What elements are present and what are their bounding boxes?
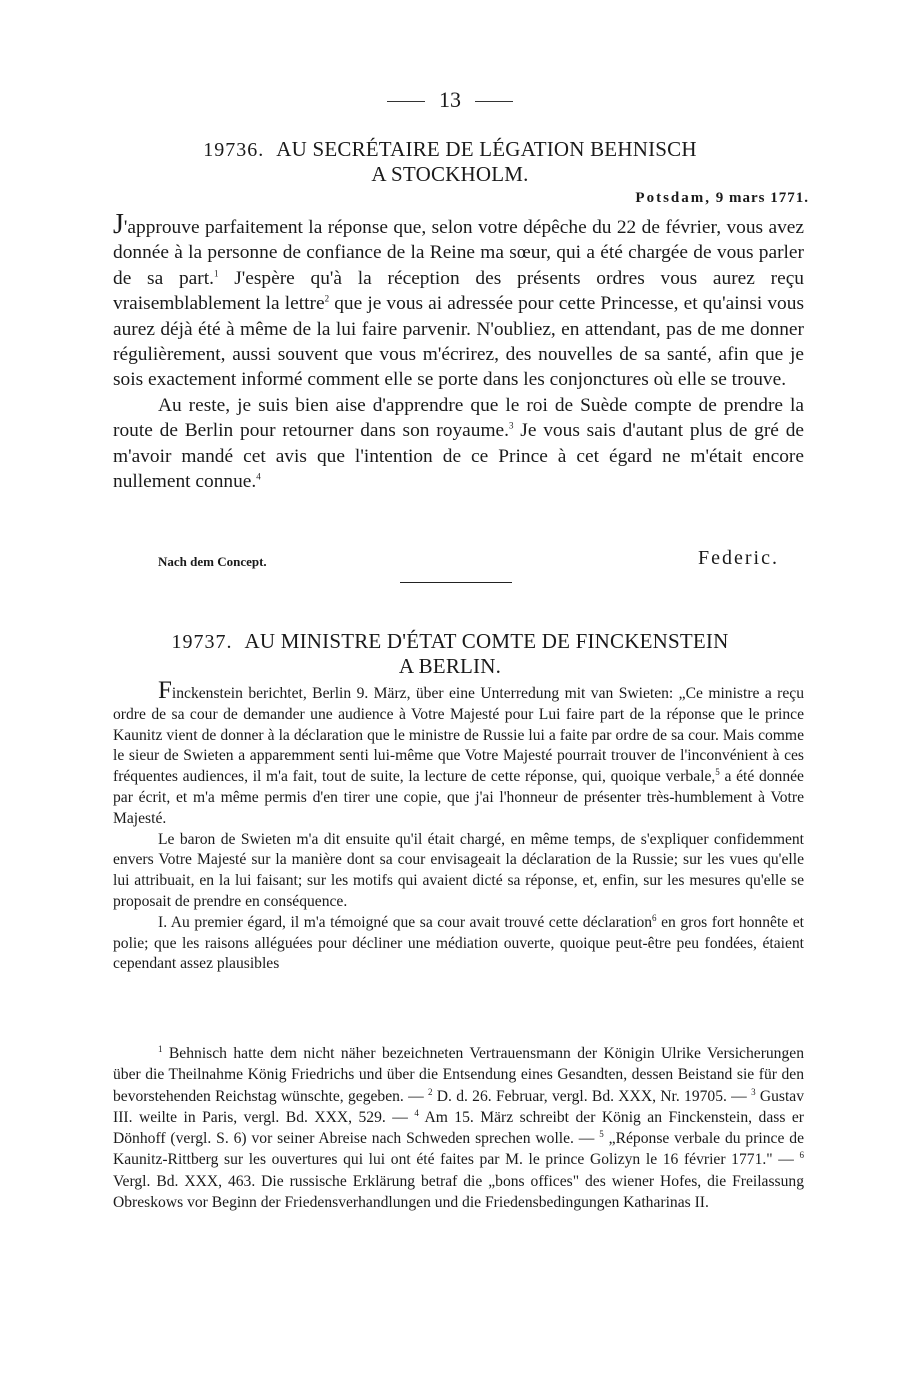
letter1-date: 9 mars 1771. xyxy=(715,190,809,206)
page-number xyxy=(0,86,900,114)
letter2-p1-text-b: a été donnée par écrit, et m'a même permis d'en tirer une copie, que j'ai l'honneur de présenter très-humblement à Votre Majesté. xyxy=(113,768,804,827)
footnote-ref-4: 4 xyxy=(256,471,261,482)
footnote-5-mark: 5 xyxy=(599,1129,604,1139)
letter1-p2-text-a: Au reste, je suis bien aise d'apprendre que le roi de Suède compte de prendre la route de Berlin pour retourner dans son royaume. xyxy=(113,394,804,442)
letter2-heading-line2: A BERLIN. xyxy=(398,654,502,678)
letter1-heading-line1 xyxy=(0,137,900,162)
letter1-heading-line2: A STOCKHOLM. xyxy=(371,162,529,186)
letter2-paragraph-3 xyxy=(113,913,804,975)
footnote-6-text: Vergl. Bd. XXX, 463. Die russische Erklärung betraf die „bons offices" des wiener Hofes, die Freilassung Obreskows vor Beginn der Friedensverhandlungen und die Friedensbedingungen Katharinas II. xyxy=(113,1172,804,1212)
letter2-p3-text-a: I. Au premier égard, il m'a témoigné que sa cour avait trouvé cette déclaration xyxy=(158,913,653,931)
page-number-dash-left xyxy=(387,101,425,102)
letter2-heading-line1 xyxy=(0,629,900,654)
letter1-heading-text1: AU SECRÉTAIRE DE LÉGATION BEHNISCH xyxy=(276,137,697,161)
letter1-paragraph-2 xyxy=(113,393,804,495)
footnote-ref-1: 1 xyxy=(213,268,219,279)
footnote-ref-3: 3 xyxy=(508,420,514,431)
letter2-heading xyxy=(0,629,900,678)
letter1-p1-text-c: que je vous ai adressée pour cette Princesse, et qu'ainsi vous aurez déjà été à même de la lui faire parvenir. N'oubliez, en attendant, pas de me donner régulièrement, aussi souvent que vous m'écrirez, des nouvelles de sa santé, afin que je sois exactement informé comment elle se porte dans les conjonctures où elle se trouve. xyxy=(113,293,804,391)
section-divider xyxy=(400,582,512,583)
letter1-p1-text-b: J'espère qu'à la réception des présents ordres vous aurez reçu vraisemblablement la lettre xyxy=(113,267,804,315)
letter2-body xyxy=(113,677,804,975)
footnote-4-text: Am 15. März schreibt der König an Finckenstein, dass er Dönhoff (vergl. S. 6) vor seiner Abreise nach Schweden sprechen wolle. — xyxy=(113,1108,804,1148)
footnote-5-text: „Réponse verbale du prince de Kaunitz-Rittberg sur les ouvertures qui lui ont été faites par M. le prince Golizyn le 16 février 1771." — xyxy=(113,1130,804,1169)
letter2-p3-text-b: en gros fort honnête et polie; que les raisons alléguées pour décliner une médiation ouverte, quoique peut-être peu fondées, étaient cependant assez plausibles xyxy=(113,913,804,973)
letter1-number: 19736. xyxy=(203,139,265,161)
footnote-2-mark: 2 xyxy=(427,1086,433,1097)
footnotes xyxy=(113,1043,804,1213)
letter2-paragraph-1 xyxy=(113,677,804,830)
letter1-paragraph-1 xyxy=(113,209,804,393)
footnote-4-mark: 4 xyxy=(414,1107,419,1118)
letter1-heading xyxy=(0,137,900,186)
footnote-3-mark: 3 xyxy=(751,1086,756,1097)
footnote-ref-6: 6 xyxy=(652,912,657,923)
footnote-ref-2: 2 xyxy=(324,293,330,304)
footnote-6-mark: 6 xyxy=(799,1150,804,1161)
letter1-p2-text-b: Je vous sais d'autant plus de gré de m'avoir mandé cet avis que l'intention de ce Prince à cet égard ne m'était encore nullement connue. xyxy=(113,420,805,493)
footnote-3-text: Gustav III. weilte in Paris, vergl. Bd. XXX, 529. — xyxy=(113,1087,805,1126)
letter1-place: Potsdam, xyxy=(635,190,711,206)
letter1-p1-text-a: 'approuve parfaitement la réponse que, selon votre dépêche du 22 de février, vous avez donnée à la personne de confiance de la Reine ma sœur, qui a été chargée de vous parler de sa part. xyxy=(113,217,804,289)
footnote-1-mark: 1 xyxy=(158,1043,163,1054)
footnote-2-text: D. d. 26. Februar, vergl. Bd. XXX, Nr. 19705. — xyxy=(432,1087,752,1105)
letter2-paragraph-2: Le baron de Swieten m'a dit ensuite qu'il était chargé, en même temps, de s'expliquer confidemment envers Votre Majesté sur la manière dont sa cour envisageait la déclaration de la Russie; sur les vues qu'elle lui attribuait, en la lui faisant; sur les motifs qui avaient dicté sa réponse, et, enfin, sur les mesures qu'elle se proposait de prendre en conséquence. xyxy=(113,830,804,910)
footnote-1-text: Behnisch hatte dem nicht näher bezeichneten Vertrauensmann der Königin Ulrike Versicherungen über die Theilnahme König Friedrichs und über die Entsendung eines Gesandten, dessen Beistand sie für den bevorstehenden Reichstag wünschte, gegeben. — xyxy=(113,1045,804,1105)
page-number-text: 13 xyxy=(439,87,461,112)
letter1-signature: Federic. xyxy=(698,547,779,569)
page-number-dash-right xyxy=(475,101,513,102)
footnote-ref-5: 5 xyxy=(715,767,720,777)
letter2-heading-text1: AU MINISTRE D'ÉTAT COMTE DE FINCKENSTEIN xyxy=(244,629,729,653)
letter2-initial: F xyxy=(158,677,172,704)
letter1-initial: J xyxy=(113,209,124,240)
letter1-place-date xyxy=(635,190,809,207)
letter1-body xyxy=(113,209,805,494)
letter1-source-note: Nach dem Concept. xyxy=(158,554,267,569)
letter2-number: 19737. xyxy=(171,631,233,653)
letter2-p1-text-a: inckenstein berichtet, Berlin 9. März, über eine Unterredung mit van Swieten: „Ce ministre a reçu ordre de sa cour de demander une audience à Votre Majesté pour Lui faire part de la réponse que le prince Kaunitz vient de donner à la déclaration que le ministre de Russie lui a faite par ordre de sa cour. Mais comme le sieur de Swieten a apparemment senti lui-même que Votre Majesté pourrait trouver de l'inconvénient à ces fréquentes audiences, il m'a fait, tout de suite, la lecture de cette réponse, qui, quoique verbale, xyxy=(113,685,804,786)
